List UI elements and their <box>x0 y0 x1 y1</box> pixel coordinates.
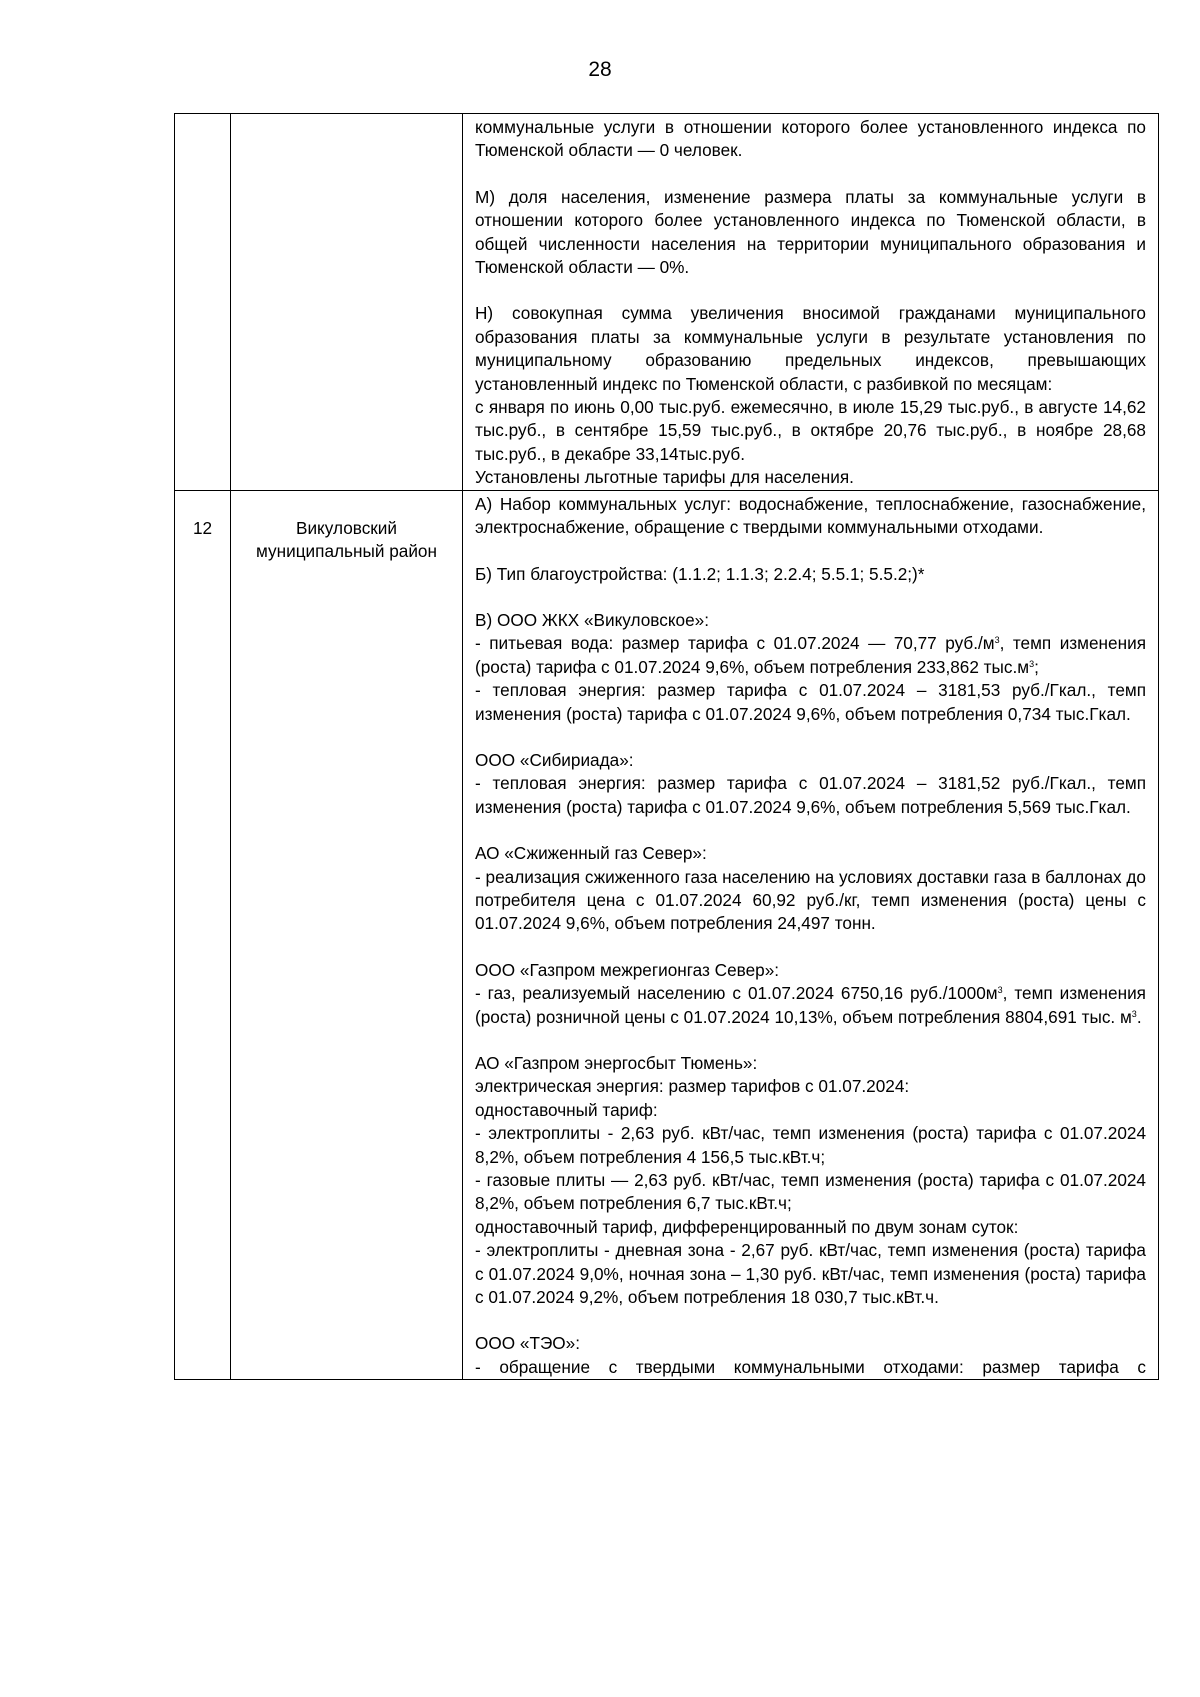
paragraph: - питьевая вода: размер тарифа с 01.07.2024 — 70,77 $руб./м^3$, темп изменения (роста) тарифа с 01.07.2024 9,6%, объем потребления 233,862 $тыс.м^3$; <box>475 633 1147 677</box>
paragraph: ООО «Газпром межрегионгаз Север»: <box>475 959 780 980</box>
text-block <box>475 563 1146 586</box>
content-cell <box>463 114 1159 491</box>
paragraph: М) доля населения, изменение размера платы за коммунальные услуги в отношении которого более установленного индекса по Тюменской области, в общей численности населения на территории муниципального образования и Тюменской области — 0%. <box>475 186 1146 278</box>
table-row-12 <box>175 490 1159 1380</box>
paragraph: А) Набор коммунальных услуг: водоснабжение, теплоснабжение, газоснабжение, электроснабжение, обращение с твердыми коммунальными отходами. <box>475 493 1146 538</box>
paragraph: АО «Газпром энергосбыт Тюмень»: <box>475 1053 758 1073</box>
text-block <box>475 116 1146 163</box>
text-block <box>475 749 1146 819</box>
row-number: 12 <box>175 490 231 1380</box>
content-cell <box>463 490 1159 1380</box>
paragraph: - обращение с твердыми коммунальными отходами: размер тарифа с <box>475 1356 1146 1377</box>
paragraph: В) ООО ЖКХ «Викуловское»: <box>475 609 709 630</box>
text-block <box>475 493 1146 540</box>
paragraph: с января по июнь 0,00 тыс.руб. ежемесячно, в июле 15,29 тыс.руб., в августе 14,62 тыс.руб., в сентябре 15,59 тыс.руб., в октябре 20,76 тыс.руб., в ноябре 28,68 тыс.руб., в декабре 33,14тыс.руб. <box>475 397 1146 464</box>
text-block <box>475 302 1146 489</box>
name-cell-empty <box>231 114 463 491</box>
page-number: 28 <box>588 58 612 81</box>
paragraph: АО «Сжиженный газ Север»: <box>475 843 707 864</box>
tariff-table <box>174 113 1159 1380</box>
content-blocks <box>475 493 1146 1380</box>
paragraph: ООО «Сибириада»: <box>475 749 634 770</box>
paragraph: - реализация сжиженного газа населению на условиях доставки газа в баллонах до потребителя цена с 01.07.2024 60,92 руб./кг, темп изменения (роста) цены с 01.07.2024 9,6%, объем потребления 24,497 тонн. <box>475 866 1146 934</box>
paragraph: - электроплиты - дневная зона - 2,67 руб. кВт/час, темп изменения (роста) тарифа с 01.07.2024 9,0%, ночная зона – 1,30 руб. кВт/час, темп изменения (роста) тарифа с 01.07.2024 9,2%, объем потребления 18 030,7 тыс.кВт.ч. <box>475 1240 1146 1308</box>
text-block <box>475 609 1146 726</box>
paragraph: - газ, реализуемый населению с 01.07.2024 6750,16 $руб./1000м^3$, темп изменения (роста) розничной цены с 01.07.2024 10,13%, объем потребления 8804,691 тыс. $м^3$. <box>475 983 1146 1027</box>
text-block <box>475 959 1146 1029</box>
text-block <box>475 842 1146 936</box>
paragraph: Установлены льготные тарифы для населения. <box>475 467 854 488</box>
municipality-name: Викуловский муниципальный район <box>231 490 463 1380</box>
paragraph: ООО «ТЭО»: <box>475 1333 580 1354</box>
paragraph: - тепловая энергия: размер тарифа с 01.07.2024 – 3181,53 руб./Гкал., темп изменения (роста) тарифа с 01.07.2024 9,6%, объем потребления 0,734 тыс.Гкал. <box>475 680 1146 724</box>
paragraph: Б) Тип благоустройства: (1.1.2; 1.1.3; 2.2.4; 5.5.1; 5.5.2;)* <box>475 563 925 584</box>
content-blocks <box>475 116 1146 490</box>
paragraph: - электроплиты - 2,63 руб. кВт/час, темп изменения (роста) тарифа с 01.07.2024 8,2%, объем потребления 4 156,5 тыс.кВт.ч; <box>475 1123 1146 1167</box>
paragraph: - тепловая энергия: размер тарифа с 01.07.2024 – 3181,52 руб./Гкал., темп изменения (роста) тарифа с 01.07.2024 9,6%, объем потребления 5,569 тыс.Гкал. <box>475 773 1146 817</box>
table-row-continued <box>175 114 1159 491</box>
paragraph: одноставочный тариф, дифференцированный по двум зонам суток: <box>475 1216 1019 1237</box>
paragraph: одноставочный тариф: <box>475 1099 658 1120</box>
paragraph: Н) совокупная сумма увеличения вносимой гражданами муниципального образования платы за коммунальные услуги в результате установления по муниципальному образованию предельных индексов, превышающих установленный индекс по Тюменской области, с разбивкой по месяцам: <box>475 303 1146 394</box>
text-block <box>475 1332 1146 1379</box>
paragraph: коммунальные услуги в отношении которого более установленного индекса по Тюменской области — 0 человек. <box>475 117 1146 161</box>
number-cell-empty <box>175 114 231 491</box>
text-block <box>475 186 1146 280</box>
text-block <box>475 1052 1146 1309</box>
paragraph: - газовые плиты — 2,63 руб. кВт/час, темп изменения (роста) тарифа с 01.07.2024 8,2%, объем потребления 6,7 тыс.кВт.ч; <box>475 1170 1146 1214</box>
paragraph: электрическая энергия: размер тарифов с 01.07.2024: <box>475 1076 910 1097</box>
